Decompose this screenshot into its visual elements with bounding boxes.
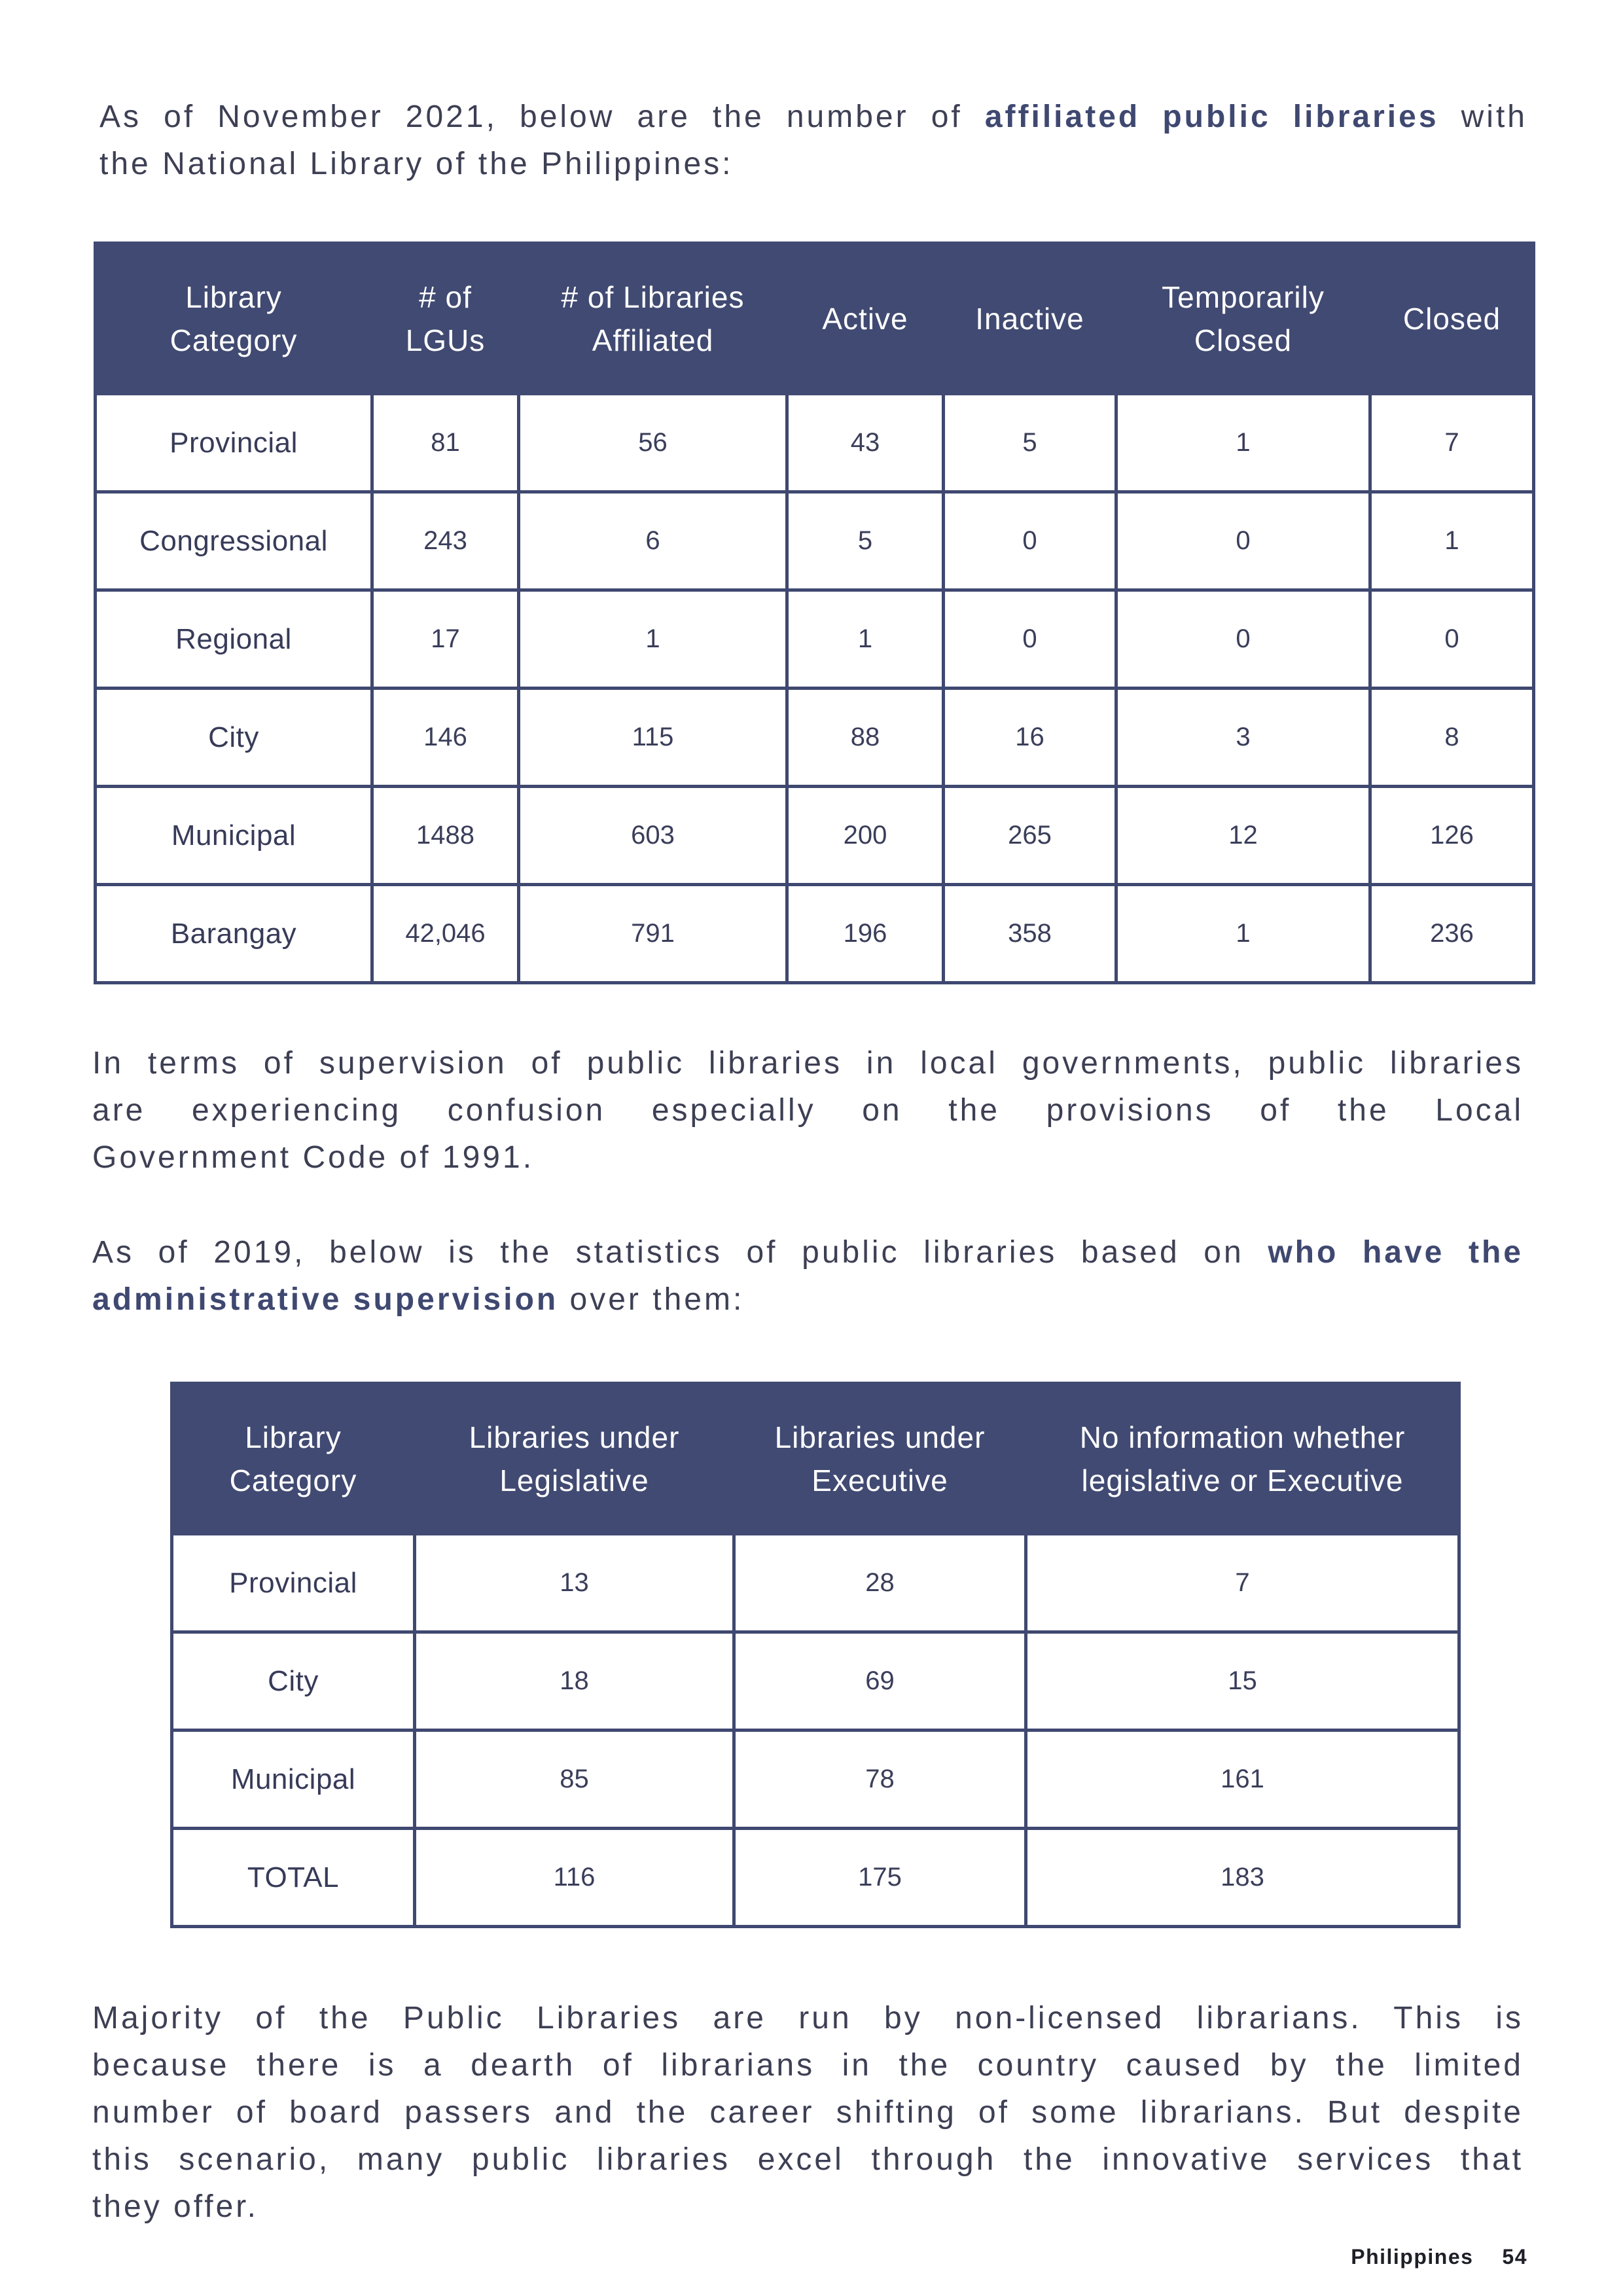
- row-label-cell: Congressional: [96, 492, 372, 590]
- table-cell: 43: [787, 394, 944, 492]
- table-cell: 126: [1370, 787, 1534, 885]
- supervision-paragraph: [92, 1040, 1524, 1181]
- table-cell: 791: [519, 885, 787, 983]
- table-cell: 1: [1370, 492, 1534, 590]
- table-cell: 81: [372, 394, 519, 492]
- table-cell: 175: [734, 1829, 1026, 1927]
- table-cell: 200: [787, 787, 944, 885]
- column-header-inactive: Inactive: [944, 243, 1116, 394]
- administrative-supervision-table: [170, 1382, 1461, 1928]
- intro-text: As of November 2021, below are the number of: [99, 99, 985, 134]
- paragraph-line: [92, 1276, 1524, 1323]
- row-label-cell: City: [172, 1632, 415, 1731]
- table-cell: 146: [372, 689, 519, 787]
- table-cell: 0: [944, 590, 1116, 689]
- table-cell: 16: [944, 689, 1116, 787]
- column-header-active: Active: [787, 243, 944, 394]
- statistics-paragraph: [92, 1229, 1524, 1323]
- column-header-library-category: Library Category: [96, 243, 372, 394]
- row-label-cell: Provincial: [96, 394, 372, 492]
- table-cell: 3: [1116, 689, 1370, 787]
- intro-text-end: with: [1438, 99, 1527, 134]
- table-cell: 7: [1370, 394, 1534, 492]
- table-cell: 243: [372, 492, 519, 590]
- table-row: [96, 787, 1534, 885]
- row-label-cell: City: [96, 689, 372, 787]
- paragraph-line: number of board passers and the career shifting of some librarians. But despite: [92, 2095, 1524, 2130]
- table-cell: 1: [787, 590, 944, 689]
- table-cell: 1: [1116, 394, 1370, 492]
- table-cell: 7: [1026, 1534, 1459, 1632]
- paragraph-emphasis: who have the: [1268, 1235, 1524, 1270]
- table-cell: 196: [787, 885, 944, 983]
- row-label-cell: Provincial: [172, 1534, 415, 1632]
- table-cell: 85: [415, 1731, 734, 1829]
- table-cell: 78: [734, 1731, 1026, 1829]
- table-cell: 8: [1370, 689, 1534, 787]
- paragraph-line: are experiencing confusion especially on the provisions of the Local: [92, 1093, 1524, 1128]
- table-cell: 183: [1026, 1829, 1459, 1927]
- column-header-legislative: Libraries under Legislative: [415, 1384, 734, 1534]
- table-cell: 5: [944, 394, 1116, 492]
- table-cell: 161: [1026, 1731, 1459, 1829]
- row-label-cell: Regional: [96, 590, 372, 689]
- table-cell: 115: [519, 689, 787, 787]
- column-header-temporarily-closed: Temporarily Closed: [1116, 243, 1370, 394]
- intro-line-1: [99, 94, 1527, 141]
- intro-line-2: the National Library of the Philippines:: [99, 147, 734, 181]
- intro-emphasis: affiliated public libraries: [984, 99, 1439, 134]
- table-cell: 56: [519, 394, 787, 492]
- table-cell: 0: [1116, 590, 1370, 689]
- page-number: 54: [1502, 2245, 1527, 2269]
- table-cell: 116: [415, 1829, 734, 1927]
- column-header-library-category: Library Category: [172, 1384, 415, 1534]
- table-cell: 236: [1370, 885, 1534, 983]
- table-cell: 69: [734, 1632, 1026, 1731]
- table-cell: 0: [1370, 590, 1534, 689]
- row-label-cell: Municipal: [172, 1731, 415, 1829]
- paragraph-line: Government Code of 1991.: [92, 1140, 535, 1175]
- column-header-no-information: No information whether legislative or Executive: [1026, 1384, 1459, 1534]
- table-cell: 5: [787, 492, 944, 590]
- paragraph-line: they offer.: [92, 2189, 259, 2224]
- paragraph-text: As of 2019, below is the statistics of public libraries based on: [92, 1235, 1268, 1270]
- table-row: [96, 492, 1534, 590]
- table-cell: 28: [734, 1534, 1026, 1632]
- table-cell: 17: [372, 590, 519, 689]
- table-cell: 1488: [372, 787, 519, 885]
- paragraph-line: [92, 1229, 1524, 1276]
- table-cell: 12: [1116, 787, 1370, 885]
- table-cell: 15: [1026, 1632, 1459, 1731]
- table-row: [172, 1534, 1459, 1632]
- table-cell: 603: [519, 787, 787, 885]
- table-row: [96, 590, 1534, 689]
- table-cell: 1: [519, 590, 787, 689]
- table-cell: 1: [1116, 885, 1370, 983]
- table-cell: 42,046: [372, 885, 519, 983]
- librarians-paragraph: [92, 1995, 1524, 2231]
- table-cell: 358: [944, 885, 1116, 983]
- paragraph-line: this scenario, many public libraries excel through the innovative services that: [92, 2142, 1524, 2177]
- table-cell: 6: [519, 492, 787, 590]
- paragraph-line: because there is a dearth of librarians in the country caused by the limited: [92, 2048, 1524, 2083]
- table-row: [96, 885, 1534, 983]
- paragraph-line: Majority of the Public Libraries are run by non-licensed librarians. This is: [92, 2001, 1524, 2036]
- column-header-libraries-affiliated: # of Libraries Affiliated: [519, 243, 787, 394]
- paragraph-line: In terms of supervision of public libraries in local governments, public libraries: [92, 1046, 1524, 1081]
- table-row-total: [172, 1829, 1459, 1927]
- paragraph-emphasis: administrative supervision: [92, 1282, 559, 1317]
- page-footer: [1351, 2245, 1527, 2269]
- column-header-lgus: # of LGUs: [372, 243, 519, 394]
- table-cell: 0: [944, 492, 1116, 590]
- table-cell: 88: [787, 689, 944, 787]
- footer-country: Philippines: [1351, 2245, 1474, 2269]
- row-label-cell: Municipal: [96, 787, 372, 885]
- table-cell: 265: [944, 787, 1116, 885]
- table-row: [172, 1632, 1459, 1731]
- affiliated-libraries-table: [94, 242, 1535, 984]
- table-row: [96, 394, 1534, 492]
- row-label-cell: Barangay: [96, 885, 372, 983]
- intro-paragraph: [99, 94, 1527, 188]
- paragraph-text: over them:: [558, 1282, 745, 1317]
- table-cell: 13: [415, 1534, 734, 1632]
- table-header-row: [172, 1384, 1459, 1534]
- table-cell: 18: [415, 1632, 734, 1731]
- table-row: [96, 689, 1534, 787]
- column-header-closed: Closed: [1370, 243, 1534, 394]
- column-header-executive: Libraries under Executive: [734, 1384, 1026, 1534]
- table-header-row: [96, 243, 1534, 394]
- row-label-cell: TOTAL: [172, 1829, 415, 1927]
- table-cell: 0: [1116, 492, 1370, 590]
- table-row: [172, 1731, 1459, 1829]
